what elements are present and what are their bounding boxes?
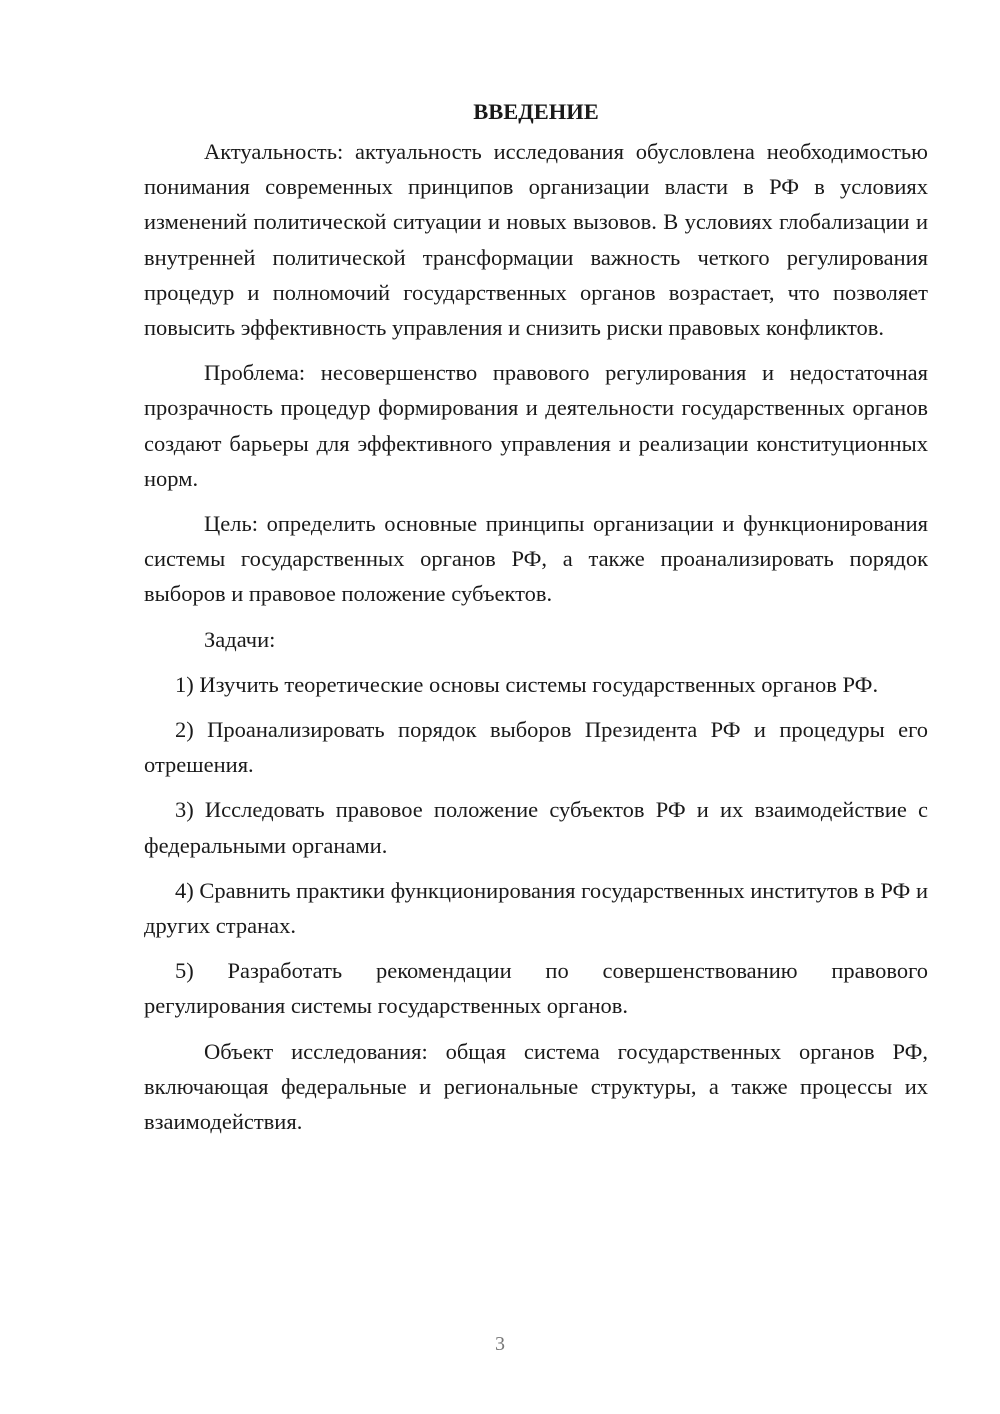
- task-item: 2) Проанализировать порядок выборов Президента РФ и процедуры его отрешения.: [144, 717, 928, 778]
- tasks-heading: Задачи:: [204, 626, 276, 652]
- relevance-paragraph: Актуальность: актуальность исследования обусловлена необходимостью понимания современных принципов организации власти в РФ в условиях изменений политической ситуации и новых вызовов. В условиях глобализации и внутренней политической трансформации важность четкого регулирования процедур и полномочий государственных органов возрастает, что позволяет повысить эффективность управления и снизить риски правовых конфликтов.: [144, 139, 928, 341]
- goal-paragraph: Цель: определить основные принципы организации и функционирования системы государственных органов РФ, а также проанализировать порядок выборов и правовое положение субъектов.: [144, 511, 928, 607]
- tasks-list: [144, 667, 928, 1024]
- problem-paragraph: Проблема: несовершенство правового регулирования и недостаточная прозрачность процедур формирования и деятельности государственных органов создают барьеры для эффективного управления и реализации конституционных норм.: [144, 360, 928, 491]
- task-item: 4) Сравнить практики функционирования государственных институтов в РФ и других странах.: [144, 877, 928, 939]
- task-item: 5) Разработать рекомендации по совершенствованию правового регулирования системы государственных органов.: [144, 958, 928, 1019]
- task-item: 3) Исследовать правовое положение субъектов РФ и их взаимодействие с федеральными органами.: [144, 797, 928, 858]
- page-title: ВВЕДЕНИЕ: [473, 99, 599, 124]
- task-item: 1) Изучить теоретические основы системы государственных органов РФ.: [175, 671, 879, 697]
- document-page: [144, 92, 928, 1149]
- page-number: 3: [495, 1333, 505, 1355]
- object-paragraph: Объект исследования: общая система государственных органов РФ, включающая федеральные и региональные структуры, а также процессы их взаимодействия.: [144, 1038, 928, 1135]
